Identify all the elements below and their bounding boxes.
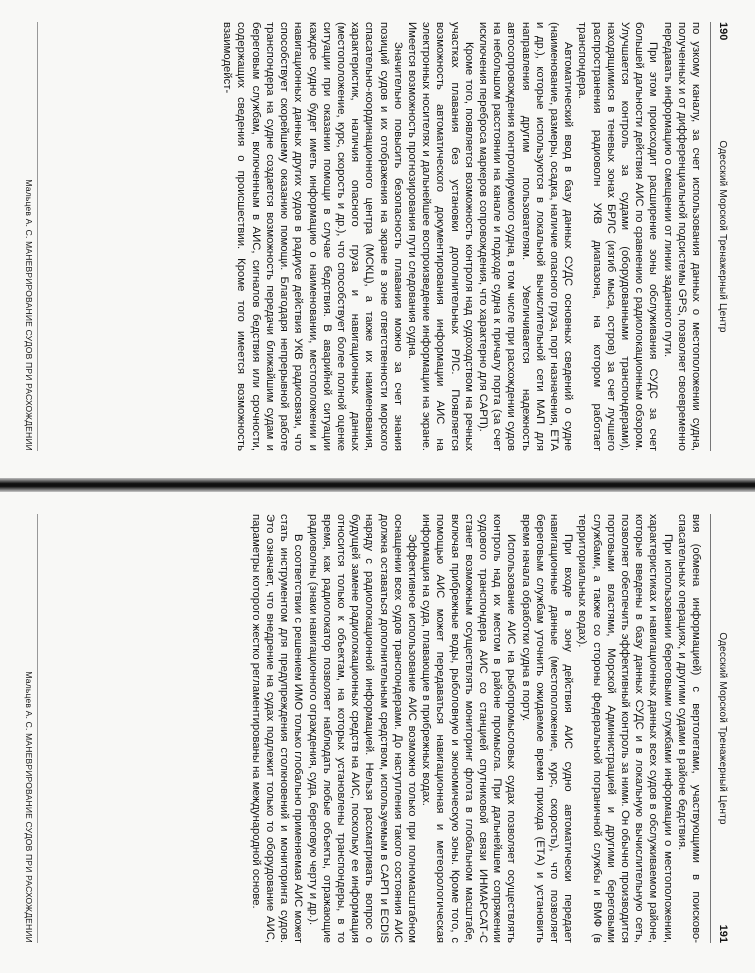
paragraph: Использование АИС на рыбопромысловых судах позволяет осуществлять контроль над их местом в районе промысла. При дальнейшем сопряжении судового транспондера АИС со станцией спутниковой связи ИНМАРСАТ-С станет возможным осуществлять мониторинг флота в глобальном масштабе, включая прибрежные воды, рыболовную и экономическую зоны. Кроме того, с помощью АИС может передаваться навигационная и метеорологическая информация на суда, плавающие в прибрежных водах. bbox=[420, 514, 518, 943]
left-page bbox=[0, 0, 755, 478]
left-page-content bbox=[0, 0, 755, 473]
paragraph: При этом происходит расширение зоны обслуживания СУДС за счет большей дальности действия АИС по сравнению с радиолокационным обзором. Улучшается контроль за судами (оборудованными транспондерами), находящимися в теневых зонах БРЛС (изгиб мыса, остров) за счет лучшего распространения радиоволн УКВ диапазона, на котором работает транспондера. bbox=[576, 22, 660, 451]
paragraph: Значительно повысить безопасность плавания можно за счет знания позиций судов и их отображения на экране в зоне ответственности морского спасательно-координационного центра (МСКЦ), а также их наименования, характеристик, наличия опасного груза и навигационных данных (местоположение, курс, скорость и др.), что способствует более полной оценке ситуации при оказании помощи в случае бедствия. В аварийной ситуации каждое судно будет иметь информацию о наименовании, местоположении и навигационных данных других судов в радиусе действия УКВ радиосвязи, что способствует скорейшему оказанию помощи. Благодаря непрерывной работе транспондера на судне создается возможность передачи ближайшим судам и береговым службам, включенным в АИС, сигналов бедствия или срочности, содержащих сведения о происшествии. Кроме того имеется возможность взаимодейст- bbox=[221, 22, 404, 451]
paragraph: Эффективное использование АИС возможно только при полномасштабном оснащении всех судов транспондерами. До наступления такого состояния АИС должна оставаться дополнительным средством, используемым в САРП и ECDIS наряду с радиолокационной информацией. Нельзя рассматривать вопрос о будущей замене радиолокационных средств на АИС, поскольку ее информация относится только к объектам, на которых установлены транспондеры, в то время, как радиолокатор позволяет наблюдать любые объекты, отражающие радиоволны (знаки навигационного ограждения, суда, береговую черту и др.). bbox=[306, 514, 418, 943]
page-header bbox=[710, 22, 733, 451]
page-body bbox=[44, 22, 703, 451]
paragraph: Автоматический ввод в базу данных СУДС основных сведений о судне (наименование, размеры, осадка, наличие опасного груза, порт назначения, ЕТА и др.), которые используются в локальной вычислительной сети МАП для направления другим пользователям. Увеличивается надежность автосопровождения контролируемого судна, в том числе при расхождении судов на небольшом расстоянии на канале и подходе судна к причалу порта (за счет исключения переброса маркеров сопровождения, что характерно для САРП). bbox=[476, 22, 575, 451]
page-footer: Мальцев А. С. МАНЕВРИРОВАНИЕ СУДОВ ПРИ РАСХОЖДЕНИИ bbox=[18, 22, 38, 451]
right-page-content bbox=[0, 492, 755, 965]
paragraph: вия (обмена информацией) с вертолетами, участвующими в поисково-спасательных операциях, и другими судами в районе бедствия. bbox=[675, 514, 702, 943]
paragraph: При входе в зону действия АИС судно автоматически передает навигационные данные (местоположение, курс, скорость), что позволяет береговым службам уточнить ожидаемое время прихода (ЕТА) и установить время начала обработки судна в порту. bbox=[519, 514, 575, 943]
page-header bbox=[710, 514, 733, 943]
book-gutter bbox=[0, 478, 755, 492]
right-page bbox=[0, 492, 755, 973]
page-number: 190 bbox=[717, 22, 729, 41]
paragraph: При использовании береговыми службами информации о местоположении, характеристиках и навигационных данных всех судов в обслуживаемом районе, которые введены в базу данных СУДС и в локальную вычислительную сеть, позволяет обеспечить эффективный контроль за ними. Он обычно производится портовыми властями, Морской Администрацией и другими береговыми службами, а также со стороны федеральной пограничной службы и ВМФ (в территориальных водах). bbox=[576, 514, 674, 943]
page-footer: Мальцев А. С. МАНЕВРИРОВАНИЕ СУДОВ ПРИ РАСХОЖДЕНИИ bbox=[18, 514, 38, 943]
paragraph: по узкому каналу, за счет использования данных о местоположении судна, полученных и от дифференциальной подсистемы GPS, позволяет своевременно передавать информацию о смещении от линии заданного пути. bbox=[661, 22, 702, 451]
running-header: Одесский Морской Тренажерный Центр bbox=[717, 140, 728, 333]
running-header: Одесский Морской Тренажерный Центр bbox=[717, 632, 728, 825]
paragraph: Кроме того, появляется возможность контроля над судоходством на речных участках плавания без установки дополнительных РЛС. Появляется возможность автоматического документирования информации АИС на электронных носителях и дальнейшее воспроизведение информации на экране. Имеется возможность прогнозирования пути следования судна. bbox=[405, 22, 475, 451]
paragraph: В соответствии с решением ИМО только глобально применяемая АИС может стать инструментом для предупреждения столкновений и мониторинга судов. Это означает, что внедрение на судах подлежит только то оборудование АИС, параметры которого жестко регламентированы на международной основе. bbox=[249, 514, 305, 943]
page-body bbox=[44, 514, 703, 943]
page-number: 191 bbox=[717, 924, 729, 943]
